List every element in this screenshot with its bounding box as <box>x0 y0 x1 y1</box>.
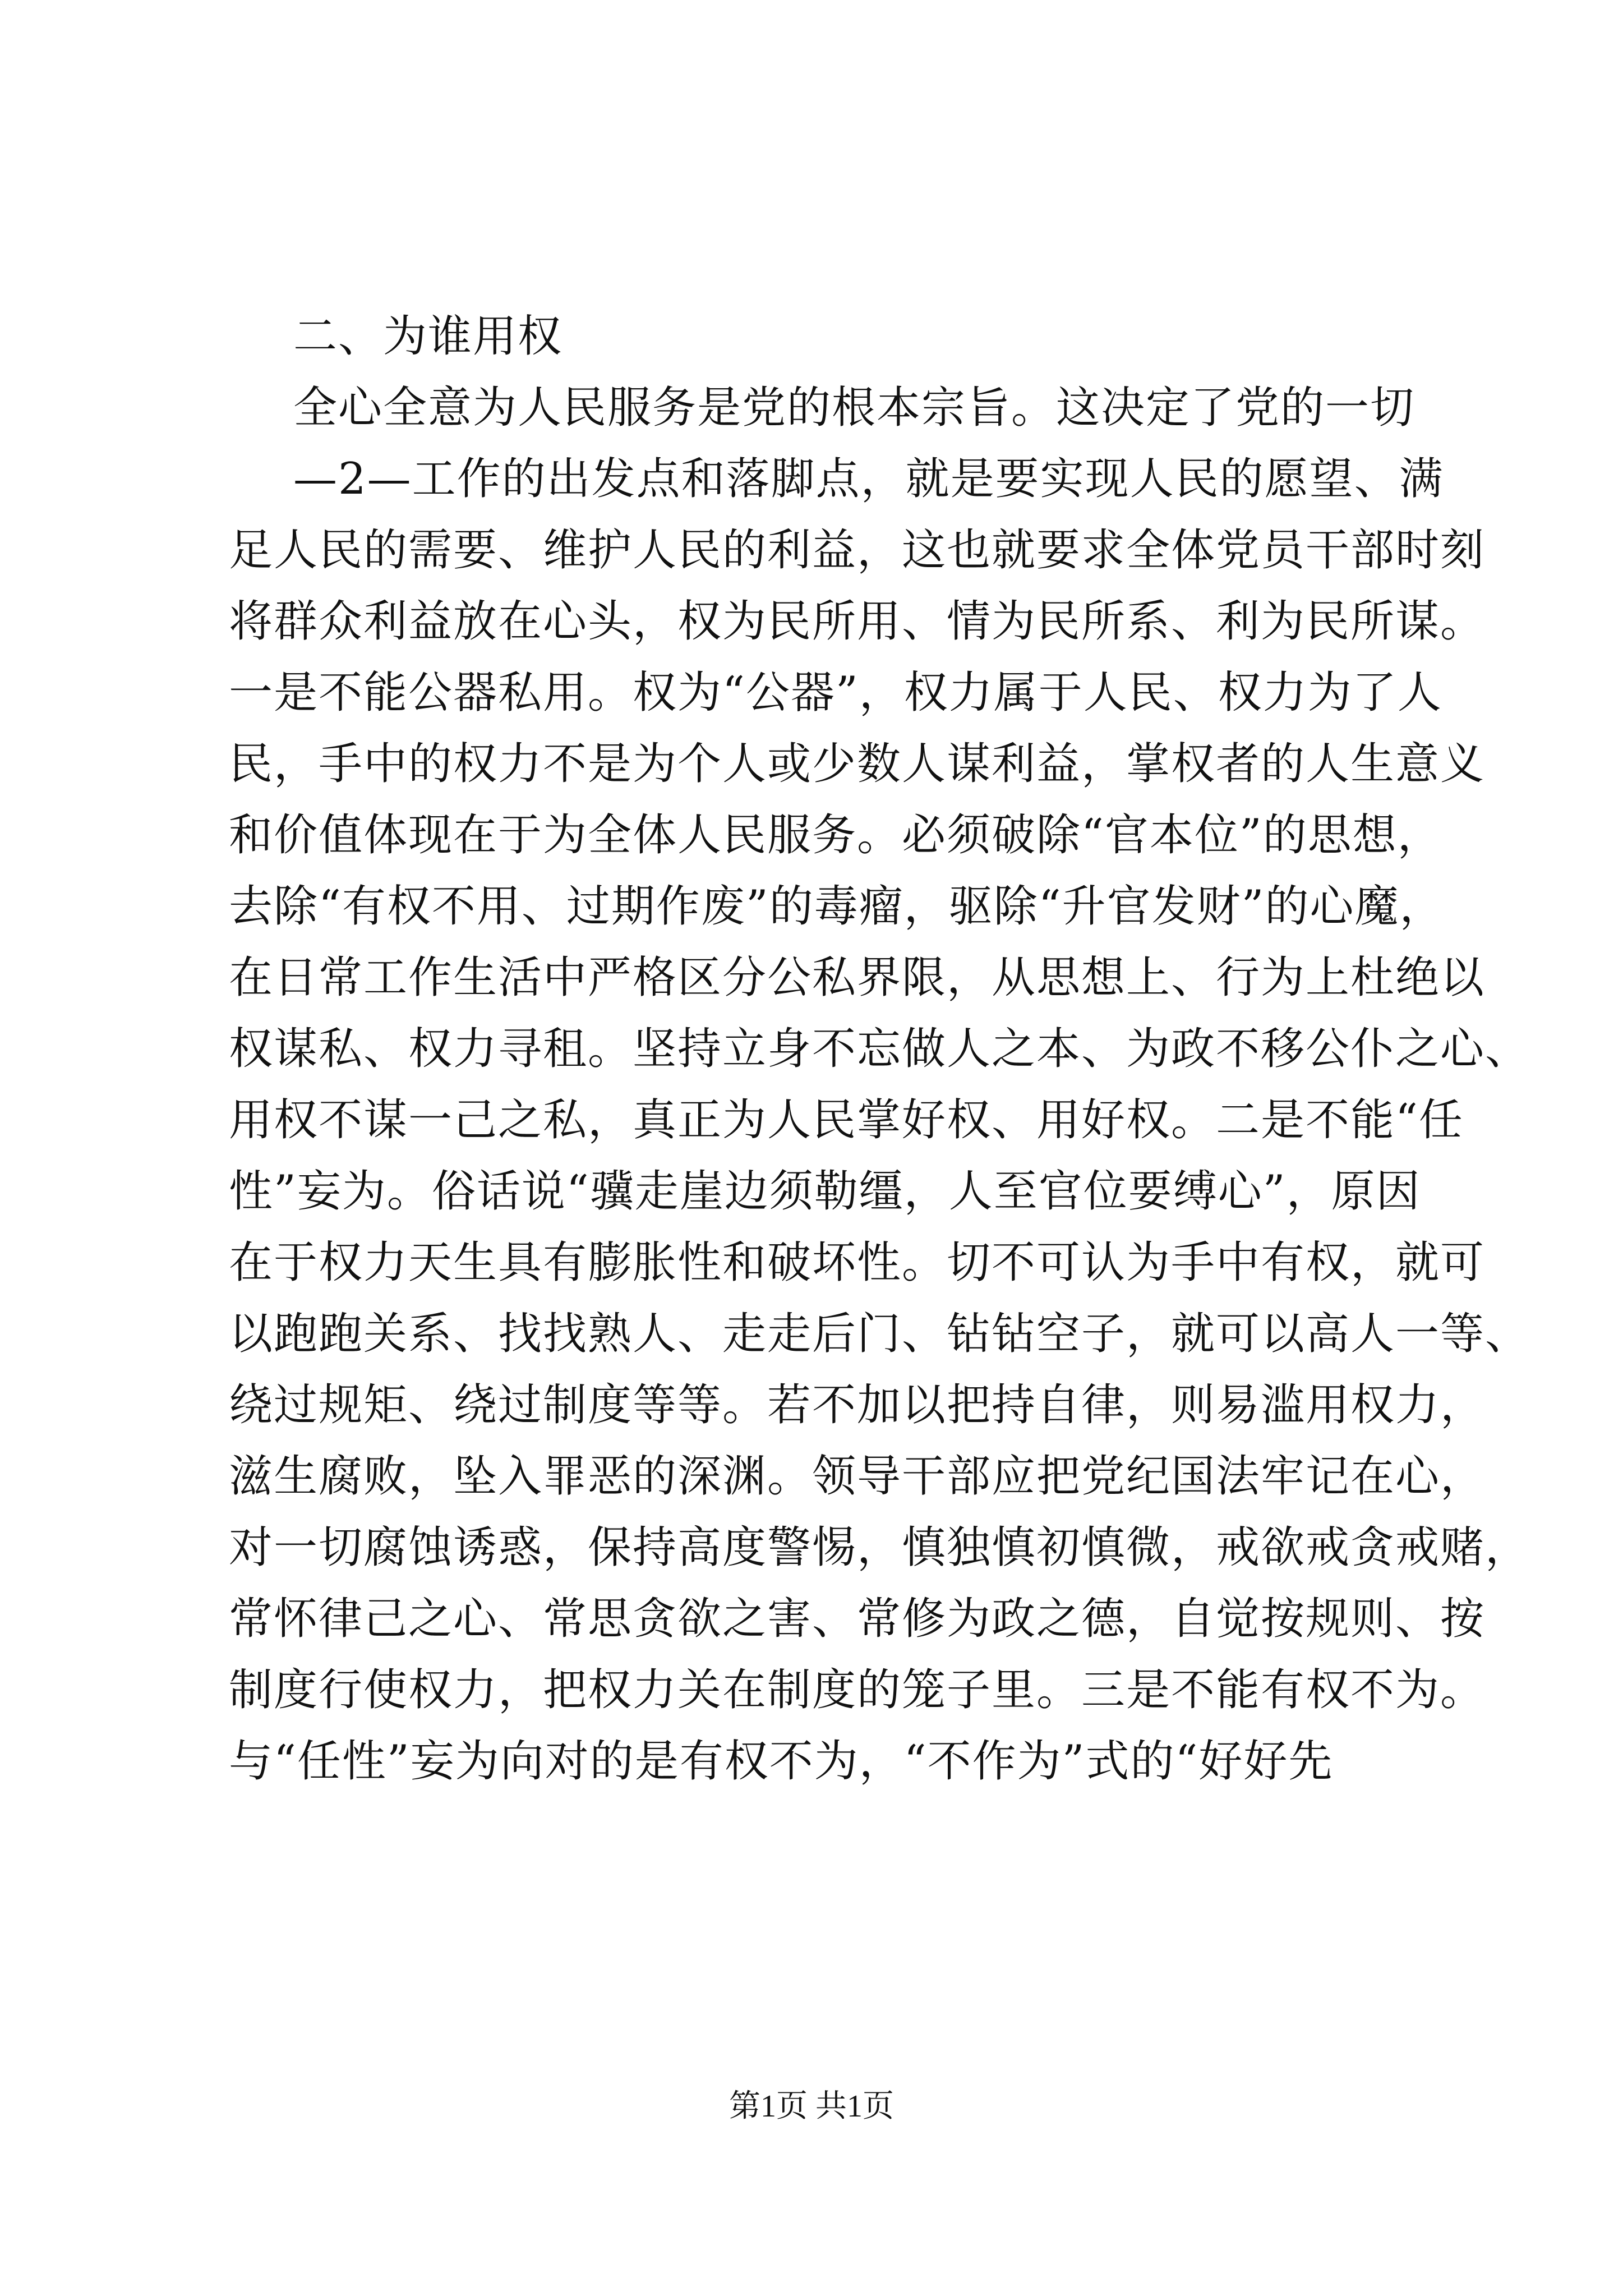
text-line: 用权不谋一己之私，真正为人民掌好权、用好权。二是不能“任 <box>229 1095 1464 1145</box>
text-line: —2—工作的出发点和落脚点，就是要实现人民的愿望、满 <box>293 454 1444 504</box>
text-line: 在于权力天生具有膨胀性和破坏性。切不可认为手中有权，就可 <box>229 1237 1486 1288</box>
text-line: 权谋私、权力寻租。坚持立身不忘做人之本、为政不移公仆之心、 <box>229 1024 1530 1074</box>
text-line: 将群众利益放在心头，权为民所用、情为民所系、利为民所谋。 <box>229 596 1486 647</box>
text-line: 滋生腐败，坠入罪恶的深渊。领导干部应把党纪国法牢记在心， <box>229 1451 1486 1502</box>
text-line: 以跑跑关系、找找熟人、走走后门、钻钻空子，就可以高人一等、 <box>229 1309 1530 1359</box>
page-footer: 第1页 共1页 <box>729 2089 894 2124</box>
text-line: 性”妄为。俗话说“骥走崖边须勒缰，人至官位要缚心”，原因 <box>229 1166 1421 1217</box>
text-line: 足人民的需要、维护人民的利益，这也就要求全体党员干部时刻 <box>229 525 1486 576</box>
text-line: 全心全意为人民服务是党的根本宗旨。这决定了党的一切 <box>293 383 1415 433</box>
text-line: 常怀律己之心、常思贪欲之害、常修为政之德，自觉按规则、按 <box>229 1594 1486 1644</box>
text-line: 制度行使权力，把权力关在制度的笼子里。三是不能有权不为。 <box>229 1665 1486 1715</box>
section-heading: 二、为谁用权 <box>293 311 563 362</box>
text-line: 民，手中的权力不是为个人或少数人谋利益，掌权者的人生意义 <box>229 739 1486 789</box>
text-line: 与“任性”妄为向对的是有权不为，“不作为”式的“好好先 <box>229 1736 1334 1787</box>
text-line: 和价值体现在于为全体人民服务。必须破除“官本位”的思想， <box>229 810 1442 861</box>
text-line: 对一切腐蚀诱惑，保持高度警惕，慎独慎初慎微，戒欲戒贪戒赌， <box>229 1522 1530 1573</box>
text-line: 去除“有权不用、过期作废”的毒瘤，驱除“升官发财”的心魔， <box>229 881 1445 932</box>
text-line: 绕过规矩、绕过制度等等。若不加以把持自律，则易滥用权力， <box>229 1380 1486 1430</box>
text-line: 在日常工作生活中严格区分公私界限，从思想上、行为上杜绝以 <box>229 953 1486 1003</box>
text-line: 一是不能公器私用。权为“公器”，权力属于人民、权力为了人 <box>229 668 1442 718</box>
